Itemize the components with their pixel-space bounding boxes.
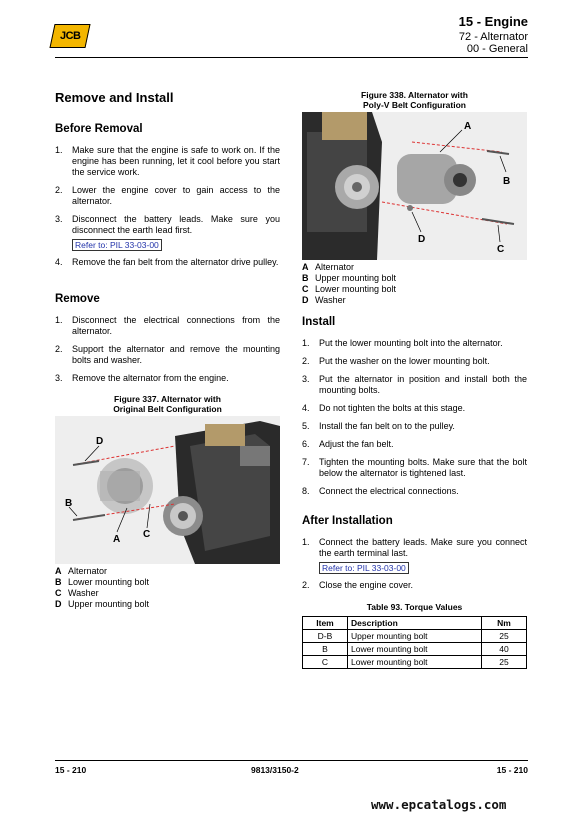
table-cell: B	[303, 643, 348, 656]
section-title: 15 - Engine	[458, 14, 528, 29]
list-item: 2. Put the washer on the lower mounting bolt.	[302, 356, 490, 366]
table-header-row	[303, 617, 527, 630]
figure-338-caption: Figure 338. Alternator with Poly-V Belt Configuration	[361, 90, 468, 110]
legend-item: A Alternator	[302, 262, 355, 272]
column-header: Nm	[482, 617, 527, 630]
before-removal-steps	[55, 145, 280, 275]
refer-link[interactable]: Refer to: PIL 33-03-00	[319, 562, 409, 574]
callout-c: C	[497, 244, 505, 255]
legend-item: B Upper mounting bolt	[302, 273, 397, 283]
footer-doc-number: 9813/3150-2	[251, 765, 299, 775]
jcb-logo	[49, 24, 90, 48]
list-item: 7. Tighten the mounting bolts. Make sure that the bolt below the alternator is tightened last.	[302, 457, 527, 478]
list-item: 3. Put the alternator in position and install both the mounting bolts.	[302, 374, 527, 395]
table-cell: C	[303, 656, 348, 669]
table-row	[303, 656, 527, 669]
callout-d: D	[96, 436, 104, 447]
list-item: 8. Connect the electrical connections.	[302, 486, 459, 496]
column-header: Description	[348, 617, 482, 630]
table-cell: Upper mounting bolt	[348, 630, 482, 643]
column-header: Item	[303, 617, 348, 630]
legend-item: B Lower mounting bolt	[55, 577, 150, 587]
after-installation-heading: After Installation	[302, 515, 393, 527]
legend-item: C Washer	[55, 588, 99, 598]
refer-link[interactable]: Refer to: PIL 33-03-00	[72, 239, 162, 251]
subsubsection-title: 00 - General	[466, 43, 528, 55]
header-rule	[55, 57, 528, 58]
figure-337-image	[55, 416, 280, 564]
list-item: 4. Remove the fan belt from the alternator drive pulley.	[55, 257, 279, 267]
table-cell: Lower mounting bolt	[348, 643, 482, 656]
list-item: 1. Make sure that the engine is safe to work on. If the engine has been running, let it cool before you start the service work.	[55, 145, 280, 177]
figure-337-legend	[55, 566, 149, 610]
remove-steps	[55, 315, 280, 391]
legend-item: D Upper mounting bolt	[55, 599, 150, 609]
legend-item: A Alternator	[55, 566, 108, 576]
callout-a: A	[113, 534, 121, 545]
subsection-title: 72 - Alternator	[458, 31, 528, 43]
figure-337-caption: Figure 337. Alternator with Original Belt Configuration	[113, 394, 222, 414]
page-title: Remove and Install	[55, 90, 174, 105]
list-item: 1. Connect the battery leads. Make sure you connect the earth terminal last.	[302, 537, 527, 558]
list-item: 3. Remove the alternator from the engine.	[55, 373, 229, 383]
torque-table-caption: Table 93. Torque Values	[366, 602, 463, 612]
install-heading: Install	[302, 316, 336, 328]
callout-c: C	[143, 529, 151, 540]
callout-d: D	[418, 234, 426, 245]
list-item: 5. Install the fan belt on to the pulley.	[302, 421, 455, 431]
legend-item: C Lower mounting bolt	[302, 284, 397, 294]
before-removal-heading: Before Removal	[55, 123, 143, 135]
torque-table	[302, 616, 527, 669]
callout-b: B	[65, 498, 73, 509]
install-steps	[302, 338, 527, 504]
table-cell: Lower mounting bolt	[348, 656, 482, 669]
table-cell: D-B	[303, 630, 348, 643]
watermark: www.epcatalogs.com	[371, 797, 507, 812]
list-item: 4. Do not tighten the bolts at this stage.	[302, 403, 466, 413]
list-item: 2. Support the alternator and remove the mounting bolts and washer.	[55, 344, 280, 365]
list-item: 2. Lower the engine cover to gain access to the alternator.	[55, 185, 280, 206]
list-item: 1. Disconnect the electrical connections from the alternator.	[55, 315, 280, 336]
figure-338-legend	[302, 262, 396, 306]
table-row	[303, 630, 527, 643]
table-cell: 40	[482, 643, 527, 656]
list-item: 2. Close the engine cover.	[302, 580, 414, 590]
footer-page-left: 15 - 210	[55, 765, 87, 775]
callout-b: B	[503, 176, 511, 187]
footer-rule	[55, 760, 528, 761]
after-installation-steps	[302, 537, 527, 598]
legend-item: D Washer	[302, 295, 346, 305]
logo-text: JCB	[59, 30, 81, 42]
engine-alternator-illustration	[55, 416, 280, 564]
remove-heading: Remove	[55, 293, 100, 305]
list-item: 3. Disconnect the battery leads. Make sure you disconnect the earth lead first.	[55, 214, 280, 235]
callout-a: A	[464, 121, 472, 132]
table-cell: 25	[482, 656, 527, 669]
footer-page-right: 15 - 210	[496, 765, 528, 775]
list-item: 6. Adjust the fan belt.	[302, 439, 394, 449]
table-cell: 25	[482, 630, 527, 643]
table-row	[303, 643, 527, 656]
list-item: 1. Put the lower mounting bolt into the alternator.	[302, 338, 503, 348]
figure-338-image	[302, 112, 527, 260]
engine-alternator-polyv-illustration	[302, 112, 527, 260]
